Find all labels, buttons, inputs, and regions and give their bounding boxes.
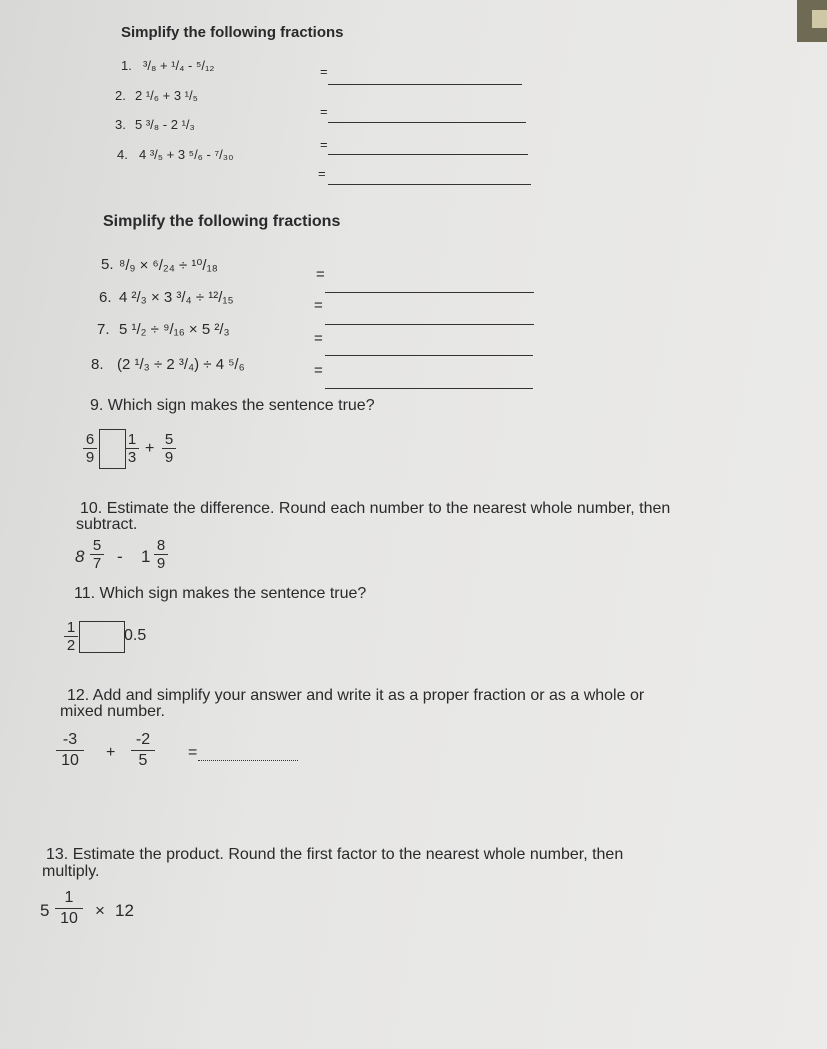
q10-a-numerator: 5 [92,537,102,554]
problem-6-expression: 4 ²/₃ × 3 ³/₄ ÷ ¹²/₁₅ [119,289,234,306]
q12-a-numerator: -3 [62,731,78,748]
q10-a-whole: 8 [75,547,85,566]
problem-1-answer-line[interactable] [328,84,522,85]
q10-b-whole: 1 [141,547,151,566]
q10-operator: - [117,547,123,566]
q12-answer-line[interactable] [198,760,298,761]
problem-5-expression: ⁸/₉ × ⁶/₂₄ ÷ ¹⁰/₁₈ [119,257,218,274]
problem-4-number: 4. [117,147,128,162]
problem-5-answer-line[interactable] [325,292,534,293]
q12-b-denominator: 5 [138,752,148,769]
problem-5-equals: = [316,266,325,283]
question-12-text-line2: mixed number. [60,703,165,720]
problem-6-answer-line[interactable] [325,324,534,325]
problem-1-equals: = [320,64,328,79]
q9-operator: + [145,440,155,457]
q9-right2-numerator: 5 [164,431,174,448]
question-9-text: 9. Which sign makes the sentence true? [90,397,375,414]
q13-factor: 12 [115,901,134,920]
q13-operator: × [95,901,105,920]
q10-a-fraction [90,537,104,572]
problem-3-answer-line[interactable] [328,154,528,155]
q13-denominator: 10 [60,910,78,927]
problem-3-expression: 5 ³/₈ - 2 ¹/₃ [135,117,195,132]
problem-8-expression: (2 ¹/₃ ÷ 2 ³/₄) ÷ 4 ⁵/₆ [117,356,245,373]
page-corner-tab [812,10,827,28]
q13-numerator: 1 [64,889,74,906]
q12-equals: = [188,744,198,761]
question-13-text-line1: 13. Estimate the product. Round the first factor to the nearest whole number, then [46,846,624,863]
q9-right2-denominator: 9 [164,449,174,466]
q9-right-numerator: 1 [127,431,137,448]
problem-3-number: 3. [115,117,126,132]
problem-2-number: 2. [115,88,126,103]
q12-a-fraction [56,730,84,771]
problem-4-equals: = [318,166,326,181]
q9-left-fraction [83,431,97,466]
problem-2-expression: 2 ¹/₆ + 3 ¹/₅ [135,88,198,103]
q9-right-denominator: 3 [127,449,137,466]
problem-7-answer-line[interactable] [325,355,533,356]
problem-4-answer-line[interactable] [328,184,531,185]
problem-7-number: 7. [97,321,110,338]
problem-8-number: 8. [91,356,104,373]
problem-1-expression: ³/₈ + ¹/₄ - ⁵/₁₂ [143,58,215,73]
q12-b-numerator: -2 [135,731,151,748]
q9-right-fraction [125,431,139,466]
problem-2-equals: = [320,104,328,119]
problem-1-number: 1. [121,58,132,73]
q9-left-numerator: 6 [85,431,95,448]
q11-value: 0.5 [124,627,147,644]
q10-b-fraction [154,537,168,572]
section2-title: Simplify the following fractions [103,213,341,230]
q11-numerator: 1 [66,619,76,636]
problem-5-number: 5. [101,256,114,273]
section1-title: Simplify the following fractions [121,24,344,41]
q9-right2-fraction [162,431,176,466]
problem-3-equals: = [320,137,328,152]
q10-b-numerator: 8 [156,537,166,554]
q11-fraction [64,619,78,654]
q12-a-denominator: 10 [61,752,79,769]
q12-operator: + [106,744,116,761]
problem-7-expression: 5 ¹/₂ ÷ ⁹/₁₆ × 5 ²/₃ [119,321,230,338]
question-11-text: 11. Which sign makes the sentence true? [74,585,367,602]
problem-6-number: 6. [99,289,112,306]
q9-sign-box[interactable] [99,429,126,469]
question-13-text-line2: multiply. [42,863,100,880]
problem-2-answer-line[interactable] [328,122,526,123]
problem-8-answer-line[interactable] [325,388,533,389]
q10-a-denominator: 7 [92,555,102,572]
q11-sign-box[interactable] [79,621,125,653]
q13-fraction [55,888,83,929]
problem-4-expression: 4 ³/₅ + 3 ⁵/₆ - ⁷/₃₀ [139,147,234,162]
problem-8-equals: = [314,362,323,379]
q10-b-denominator: 9 [156,555,166,572]
question-10-text-line1: 10. Estimate the difference. Round each number to the nearest whole number, then [80,500,671,517]
q12-b-fraction [131,730,155,771]
problem-6-equals: = [314,297,323,314]
q11-denominator: 2 [66,637,76,654]
problem-7-equals: = [314,330,323,347]
question-10-text-line2: subtract. [76,516,138,533]
question-12-text-line1: 12. Add and simplify your answer and write it as a proper fraction or as a whole or [67,687,645,704]
q9-left-denominator: 9 [85,449,95,466]
q13-whole: 5 [40,901,50,920]
